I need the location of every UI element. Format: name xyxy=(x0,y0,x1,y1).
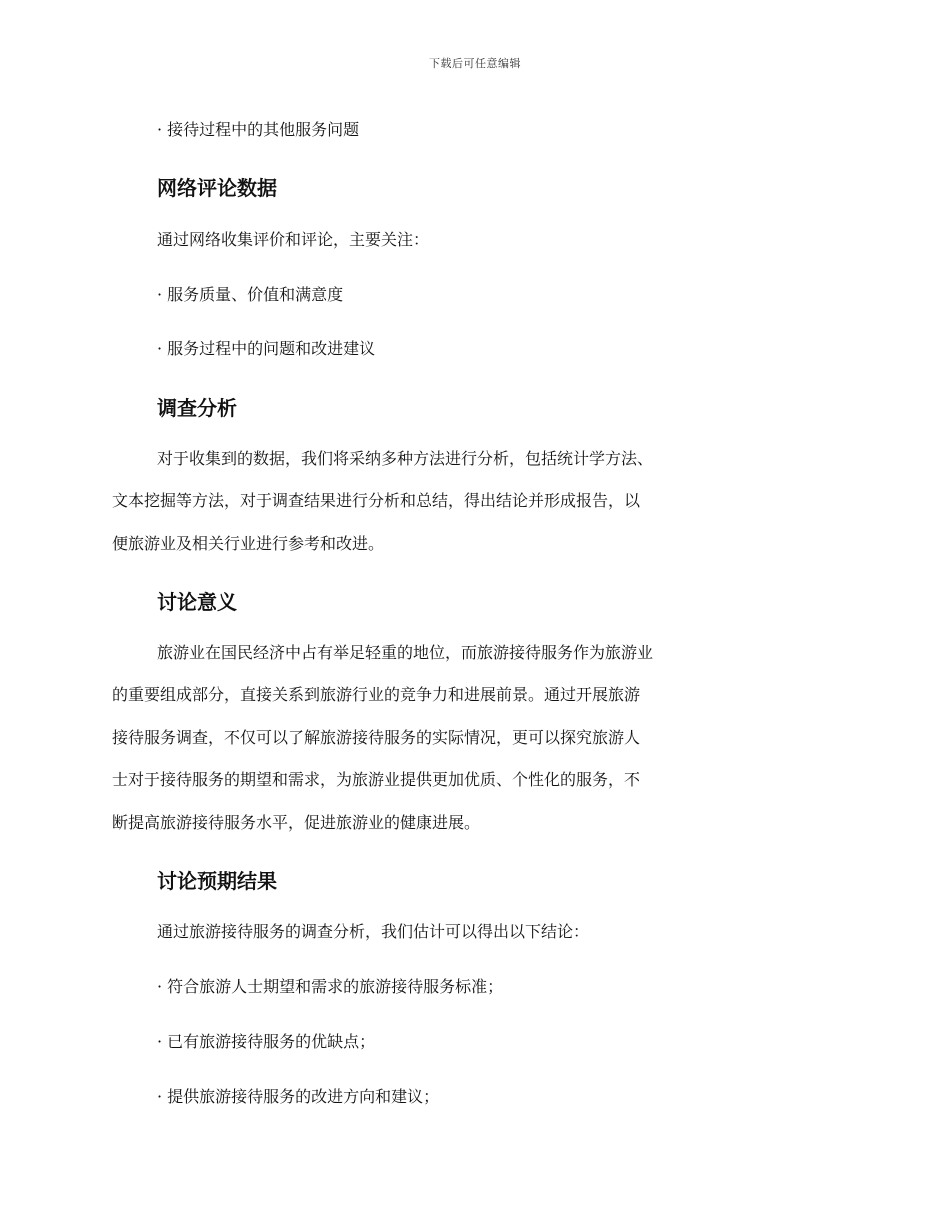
section-heading-significance: 讨论意义 xyxy=(157,590,237,614)
bullet-item: · 已有旅游接待服务的优缺点； xyxy=(157,1032,376,1051)
paragraph-line: 对于收集到的数据，我们将采纳多种方法进行分析，包括统计学方法、 xyxy=(157,449,654,468)
paragraph-line: 断提高旅游接待服务水平，促进旅游业的健康进展。 xyxy=(112,813,481,832)
bullet-item: · 符合旅游人士期望和需求的旅游接待服务标准； xyxy=(157,977,504,996)
section-heading-network-reviews: 网络评论数据 xyxy=(157,176,277,200)
paragraph-line: 通过旅游接待服务的调查分析，我们估计可以得出以下结论： xyxy=(157,922,590,941)
paragraph-line: 通过网络收集评价和评论，主要关注： xyxy=(157,230,430,249)
section-heading-expected-results: 讨论预期结果 xyxy=(157,869,277,893)
bullet-item: · 提供旅游接待服务的改进方向和建议； xyxy=(157,1087,440,1106)
page-header: 下载后可任意编辑 xyxy=(429,57,521,70)
paragraph-line: 的重要组成部分，直接关系到旅游行业的竞争力和进展前景。通过开展旅游 xyxy=(112,685,641,704)
paragraph-line: 接待服务调查，不仅可以了解旅游接待服务的实际情况，更可以探究旅游人 xyxy=(112,728,641,747)
bullet-item: · 服务过程中的问题和改进建议 xyxy=(157,339,376,358)
paragraph-line: 文本挖掘等方法，对于调查结果进行分析和总结，得出结论并形成报告，以 xyxy=(112,491,641,510)
section-heading-analysis: 调查分析 xyxy=(157,396,237,420)
paragraph-line: 士对于接待服务的期望和需求，为旅游业提供更加优质、个性化的服务，不 xyxy=(112,770,641,789)
bullet-item: · 接待过程中的其他服务问题 xyxy=(157,120,360,139)
paragraph-line: 旅游业在国民经济中占有举足轻重的地位，而旅游接待服务作为旅游业 xyxy=(157,643,654,662)
bullet-item: · 服务质量、价值和满意度 xyxy=(157,285,344,304)
paragraph-line: 便旅游业及相关行业进行参考和改进。 xyxy=(112,534,385,553)
